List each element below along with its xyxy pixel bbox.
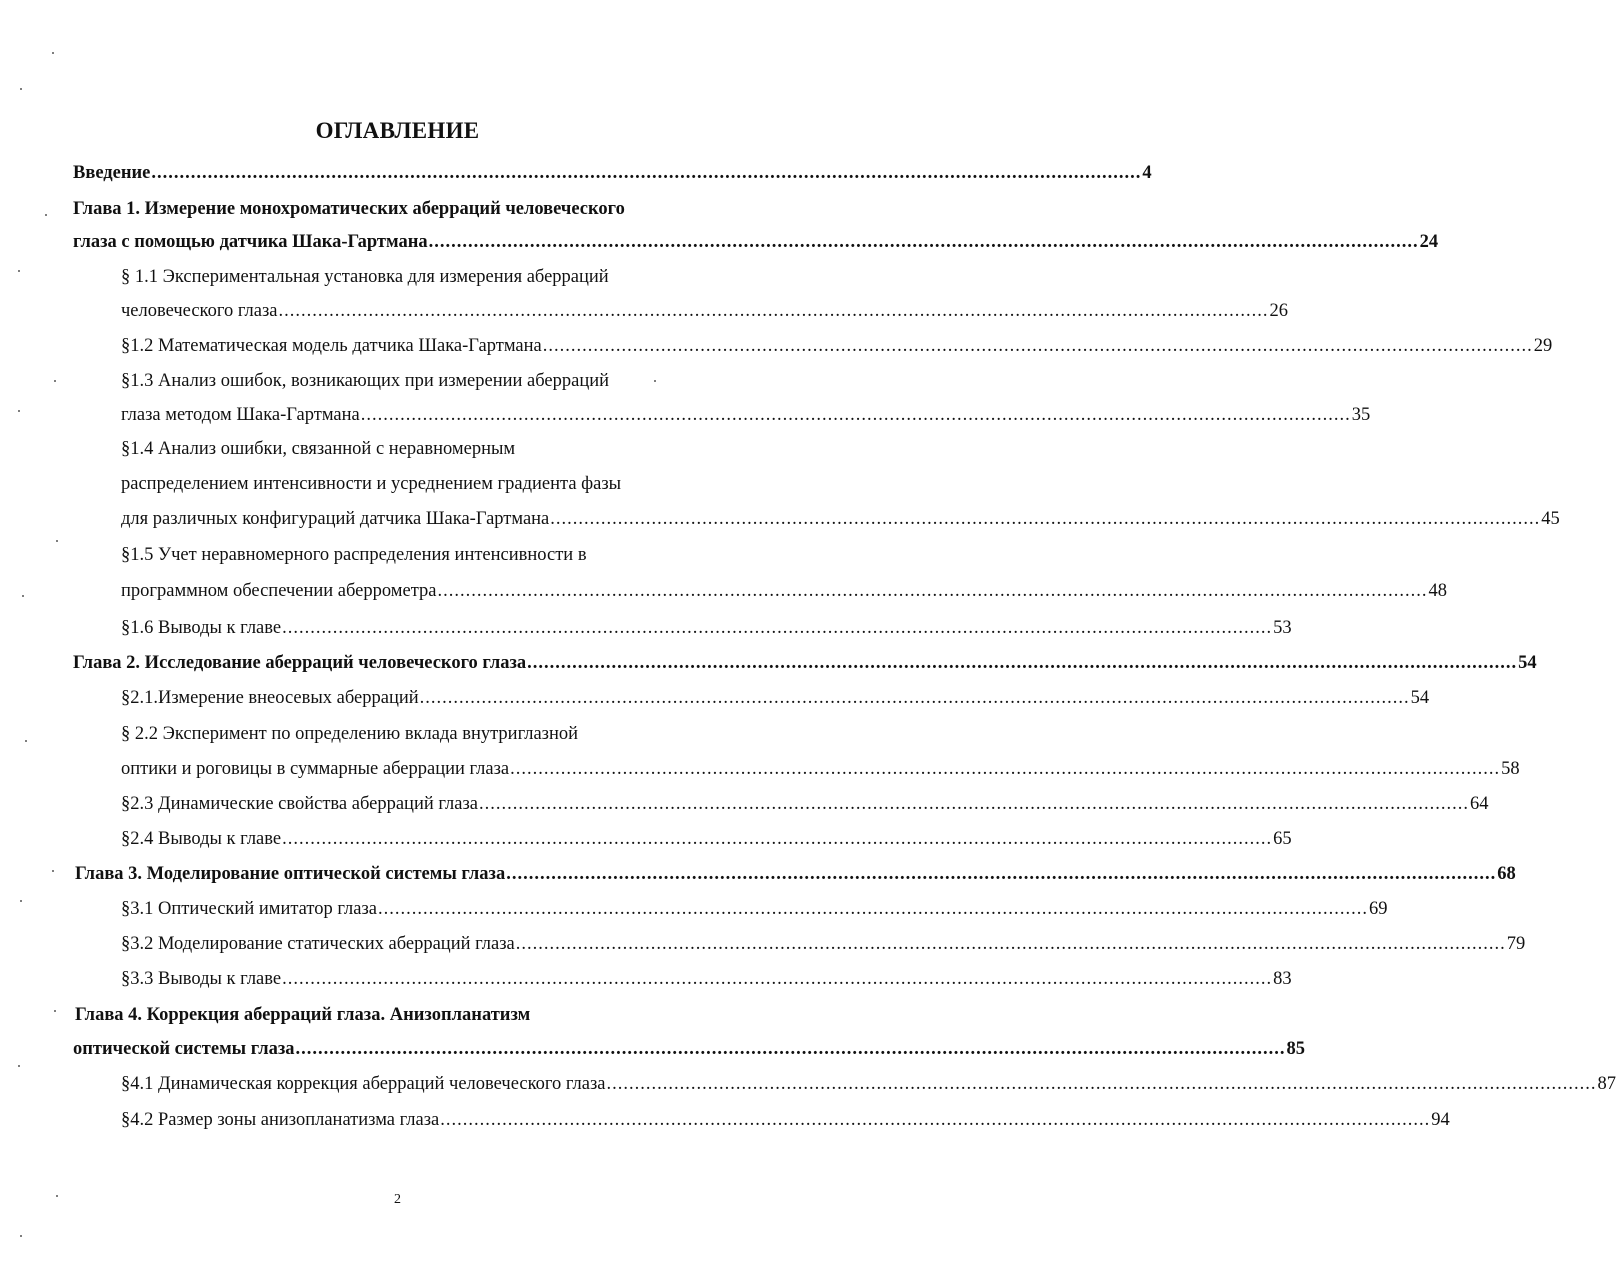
leader-dots: ................................................................................................................................................................................: [151, 163, 1142, 183]
toc-entry-text: распределением интенсивности и усреднением градиента фазы: [121, 474, 622, 494]
toc-entry-section-2-3[interactable]: [121, 787, 1489, 821]
toc-page-number: 4: [1142, 163, 1152, 183]
toc-page-number: 45: [1541, 509, 1560, 529]
toc-entry-text: программном обеспечении аберрометра: [121, 581, 437, 601]
toc-page-number: 54: [1410, 688, 1430, 708]
toc-page-number: 24: [1419, 232, 1439, 252]
toc-entry-text: §1.2 Математическая модель датчика Шака-Гартмана: [121, 336, 542, 356]
toc-entry-section-3-1[interactable]: [121, 892, 1388, 926]
scan-speck: [654, 380, 656, 382]
leader-dots: ................................................................................................................................................................................: [282, 829, 1273, 849]
toc-entry-chapter-3[interactable]: [75, 857, 1516, 891]
scan-speck: [56, 540, 58, 542]
toc-entry-chapter-4[interactable]: [73, 1032, 1306, 1066]
leader-dots: ................................................................................................................................................................................: [506, 864, 1497, 884]
toc-entry-text: для различных конфигураций датчика Шака-Гартмана: [121, 509, 550, 529]
toc-entry-chapter-4-line-1[interactable]: [75, 998, 530, 1032]
scan-speck: [18, 270, 20, 272]
toc-entry-text: §3.3 Выводы к главе: [121, 969, 282, 989]
leader-dots: ................................................................................................................................................................................: [440, 1110, 1431, 1130]
toc-page-number: 48: [1428, 581, 1447, 601]
toc-page-number: 94: [1431, 1110, 1450, 1130]
leader-dots: ................................................................................................................................................................................: [377, 899, 1368, 919]
leader-dots: ................................................................................................................................................................................: [515, 934, 1506, 954]
toc-entry-section-1-4-line-2[interactable]: [121, 467, 621, 501]
leader-dots: ................................................................................................................................................................................: [282, 618, 1273, 638]
toc-entry-text: Глава 1. Измерение монохроматических аберраций человеческого: [73, 199, 625, 219]
leader-dots: ................................................................................................................................................................................: [527, 653, 1518, 673]
toc-entry-section-1-2[interactable]: [121, 329, 1553, 363]
leader-dots: ................................................................................................................................................................................: [360, 405, 1351, 425]
toc-entry-section-1-4-line-1[interactable]: [121, 432, 515, 466]
scan-speck: [52, 52, 54, 54]
scan-speck: [54, 1010, 56, 1012]
scan-speck: [18, 1065, 20, 1067]
leader-dots: ................................................................................................................................................................................: [428, 232, 1419, 252]
toc-entry-section-1-5[interactable]: [121, 574, 1447, 608]
leader-dots: ................................................................................................................................................................................: [606, 1074, 1597, 1094]
toc-entry-text: оптической системы глаза: [73, 1039, 295, 1059]
toc-page-number: 85: [1286, 1039, 1306, 1059]
scan-speck: [22, 595, 24, 597]
leader-dots: ................................................................................................................................................................................: [437, 581, 1428, 601]
scan-speck: [56, 1195, 58, 1197]
toc-entry-text: § 2.2 Эксперимент по определению вклада внутриглазной: [121, 724, 579, 744]
toc-entry-text: Глава 4. Коррекция аберраций глаза. Анизопланатизм: [75, 1005, 531, 1025]
toc-entry-section-1-1-line-1[interactable]: [121, 260, 609, 294]
toc-entry-text: человеческого глаза: [121, 301, 278, 321]
toc-entry-section-1-1[interactable]: [121, 294, 1288, 328]
page-number: 2: [394, 1192, 401, 1207]
toc-entry-text: Введение: [73, 163, 151, 183]
leader-dots: ................................................................................................................................................................................: [278, 301, 1269, 321]
leader-dots: ................................................................................................................................................................................: [510, 759, 1501, 779]
leader-dots: ................................................................................................................................................................................: [542, 336, 1533, 356]
scan-speck: [45, 214, 47, 216]
leader-dots: ................................................................................................................................................................................: [419, 688, 1410, 708]
toc-entry-section-1-4[interactable]: [121, 502, 1560, 536]
toc-entry-text: глаза методом Шака-Гартмана: [121, 405, 360, 425]
scan-speck: [20, 88, 22, 90]
toc-entry-chapter-1-line-1[interactable]: [73, 192, 625, 226]
toc-entry-text: глаза с помощью датчика Шака-Гартмана: [73, 232, 428, 252]
leader-dots: ................................................................................................................................................................................: [478, 794, 1469, 814]
toc-entry-text: §1.6 Выводы к главе: [121, 618, 282, 638]
toc-entry-text: Глава 3. Моделирование оптической системы глаза: [75, 864, 506, 884]
toc-entry-text: §1.3 Анализ ошибок, возникающих при измерении аберраций: [121, 371, 610, 391]
toc-entry-chapter-1[interactable]: [73, 225, 1439, 259]
toc-entry-section-3-3[interactable]: [121, 962, 1292, 996]
toc-entry-section-1-6[interactable]: [121, 611, 1292, 645]
toc-page-number: 87: [1597, 1074, 1616, 1094]
scan-speck: [20, 1235, 22, 1237]
toc-entry-text: §2.4 Выводы к главе: [121, 829, 282, 849]
toc-entry-text: §2.1.Измерение внеосевых аберраций: [121, 688, 419, 708]
scan-speck: [18, 410, 20, 412]
toc-entry-text: §1.4 Анализ ошибки, связанной с неравномерным: [121, 439, 516, 459]
toc-page-number: 26: [1269, 301, 1288, 321]
toc-entry-section-1-3-line-1[interactable]: [121, 364, 609, 398]
toc-page-number: 58: [1501, 759, 1520, 779]
toc-entry-section-2-2-line-1[interactable]: [121, 717, 578, 751]
toc-entry-text: §2.3 Динамические свойства аберраций глаза: [121, 794, 478, 814]
toc-page-number: 54: [1518, 653, 1537, 673]
toc-entry-text: оптики и роговицы в суммарные аберрации глаза: [121, 759, 510, 779]
leader-dots: ................................................................................................................................................................................: [295, 1039, 1286, 1059]
toc-entry-section-3-2[interactable]: [121, 927, 1526, 961]
toc-entry-section-4-1[interactable]: [121, 1067, 1616, 1101]
toc-page-number: 79: [1506, 934, 1526, 954]
toc-entry-section-2-4[interactable]: [121, 822, 1292, 856]
toc-entry-section-1-3[interactable]: [121, 398, 1371, 432]
toc-entry-text: §4.1 Динамическая коррекция аберраций человеческого глаза: [121, 1074, 606, 1094]
toc-entry-section-2-2[interactable]: [121, 752, 1520, 786]
scan-speck: [54, 380, 56, 382]
scan-speck: [52, 870, 54, 872]
toc-entry-introduction[interactable]: [73, 156, 1152, 190]
toc-entry-text: Глава 2. Исследование аберраций человеческого глаза: [73, 653, 527, 673]
toc-page-number: 53: [1273, 618, 1292, 638]
toc-entry-text: §3.1 Оптический имитатор глаза: [121, 899, 377, 919]
toc-entry-section-1-5-line-1[interactable]: [121, 538, 587, 572]
toc-page-number: 35: [1351, 405, 1371, 425]
toc-entry-text: §3.2 Моделирование статических аберраций глаза: [121, 934, 515, 954]
toc-entry-text: § 1.1 Экспериментальная установка для измерения аберраций: [121, 267, 609, 287]
scan-speck: [20, 900, 22, 902]
toc-entry-text: §4.2 Размер зоны анизопланатизма глаза: [121, 1110, 440, 1130]
toc-page-number: 83: [1273, 969, 1292, 989]
toc-entry-section-2-1[interactable]: [121, 681, 1430, 715]
toc-entry-section-4-2[interactable]: [121, 1103, 1450, 1137]
page-title: ОГЛАВЛЕНИЕ: [315, 118, 480, 143]
toc-entry-text: §1.5 Учет неравномерного распределения интенсивности в: [121, 545, 587, 565]
toc-entry-chapter-2[interactable]: [73, 646, 1537, 680]
scan-speck: [25, 740, 27, 742]
toc-page-number: 69: [1368, 899, 1388, 919]
toc-page-number: 65: [1273, 829, 1292, 849]
toc-page-number: 29: [1533, 336, 1553, 356]
toc-page-number: 64: [1469, 794, 1489, 814]
leader-dots: ................................................................................................................................................................................: [550, 509, 1541, 529]
leader-dots: ................................................................................................................................................................................: [282, 969, 1273, 989]
toc-page-number: 68: [1497, 864, 1516, 884]
